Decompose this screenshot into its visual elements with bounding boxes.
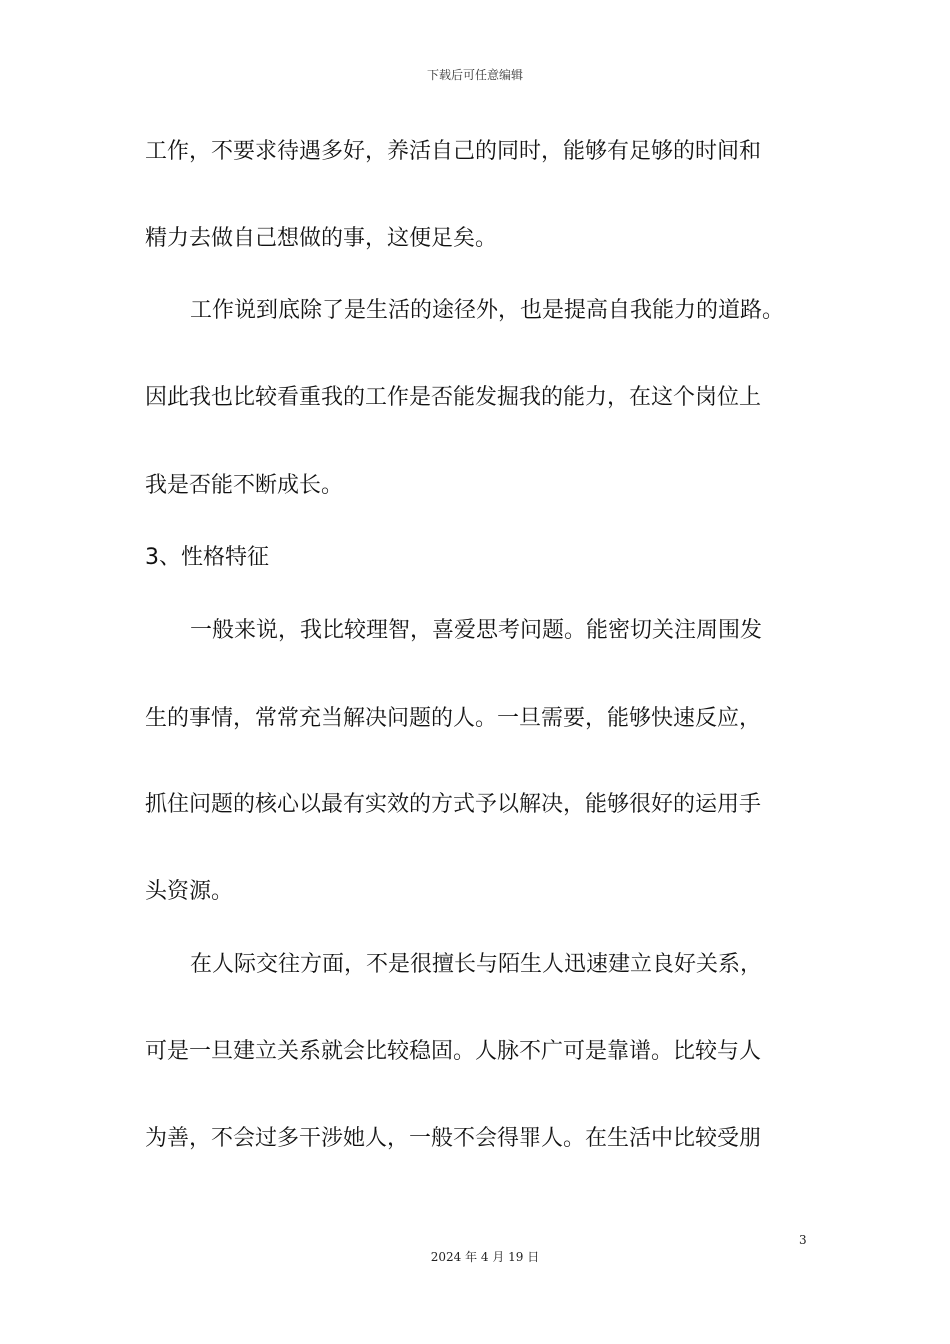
body-line-9: 抓住问题的核心以最有实效的方式予以解决，能够很好的运用手 [145, 792, 762, 817]
body-line-7: 一般来说，我比较理智，喜爱思考问题。能密切关注周围发 [190, 618, 763, 643]
section-heading: 3、性格特征 [145, 545, 269, 570]
body-line-10: 头资源。 [145, 879, 234, 904]
body-line-13: 为善，不会过多干涉她人，一般不会得罪人。在生活中比较受朋 [145, 1126, 762, 1151]
body-line-8: 生的事情，常常充当解决问题的人。一旦需要，能够快速反应， [145, 706, 762, 731]
body-line-11: 在人际交往方面，不是很擅长与陌生人迅速建立良好关系， [190, 952, 763, 977]
body-line-2: 精力去做自己想做的事，这便足矣。 [145, 226, 498, 251]
body-line-4: 因此我也比较看重我的工作是否能发掘我的能力，在这个岗位上 [145, 385, 762, 410]
body-line-12: 可是一旦建立关系就会比较稳固。人脉不广可是靠谱。比较与人 [145, 1039, 762, 1064]
body-line-5: 我是否能不断成长。 [145, 473, 344, 498]
page-header: 下载后可任意编辑 [426, 68, 523, 82]
body-line-3: 工作说到底除了是生活的途径外，也是提高自我能力的道路。 [190, 298, 785, 323]
body-line-1: 工作，不要求待遇多好，养活自己的同时，能够有足够的时间和 [145, 139, 762, 164]
page-number: 3 [799, 1233, 807, 1247]
page-footer-date: 2024 年 4 月 19 日 [430, 1250, 540, 1264]
